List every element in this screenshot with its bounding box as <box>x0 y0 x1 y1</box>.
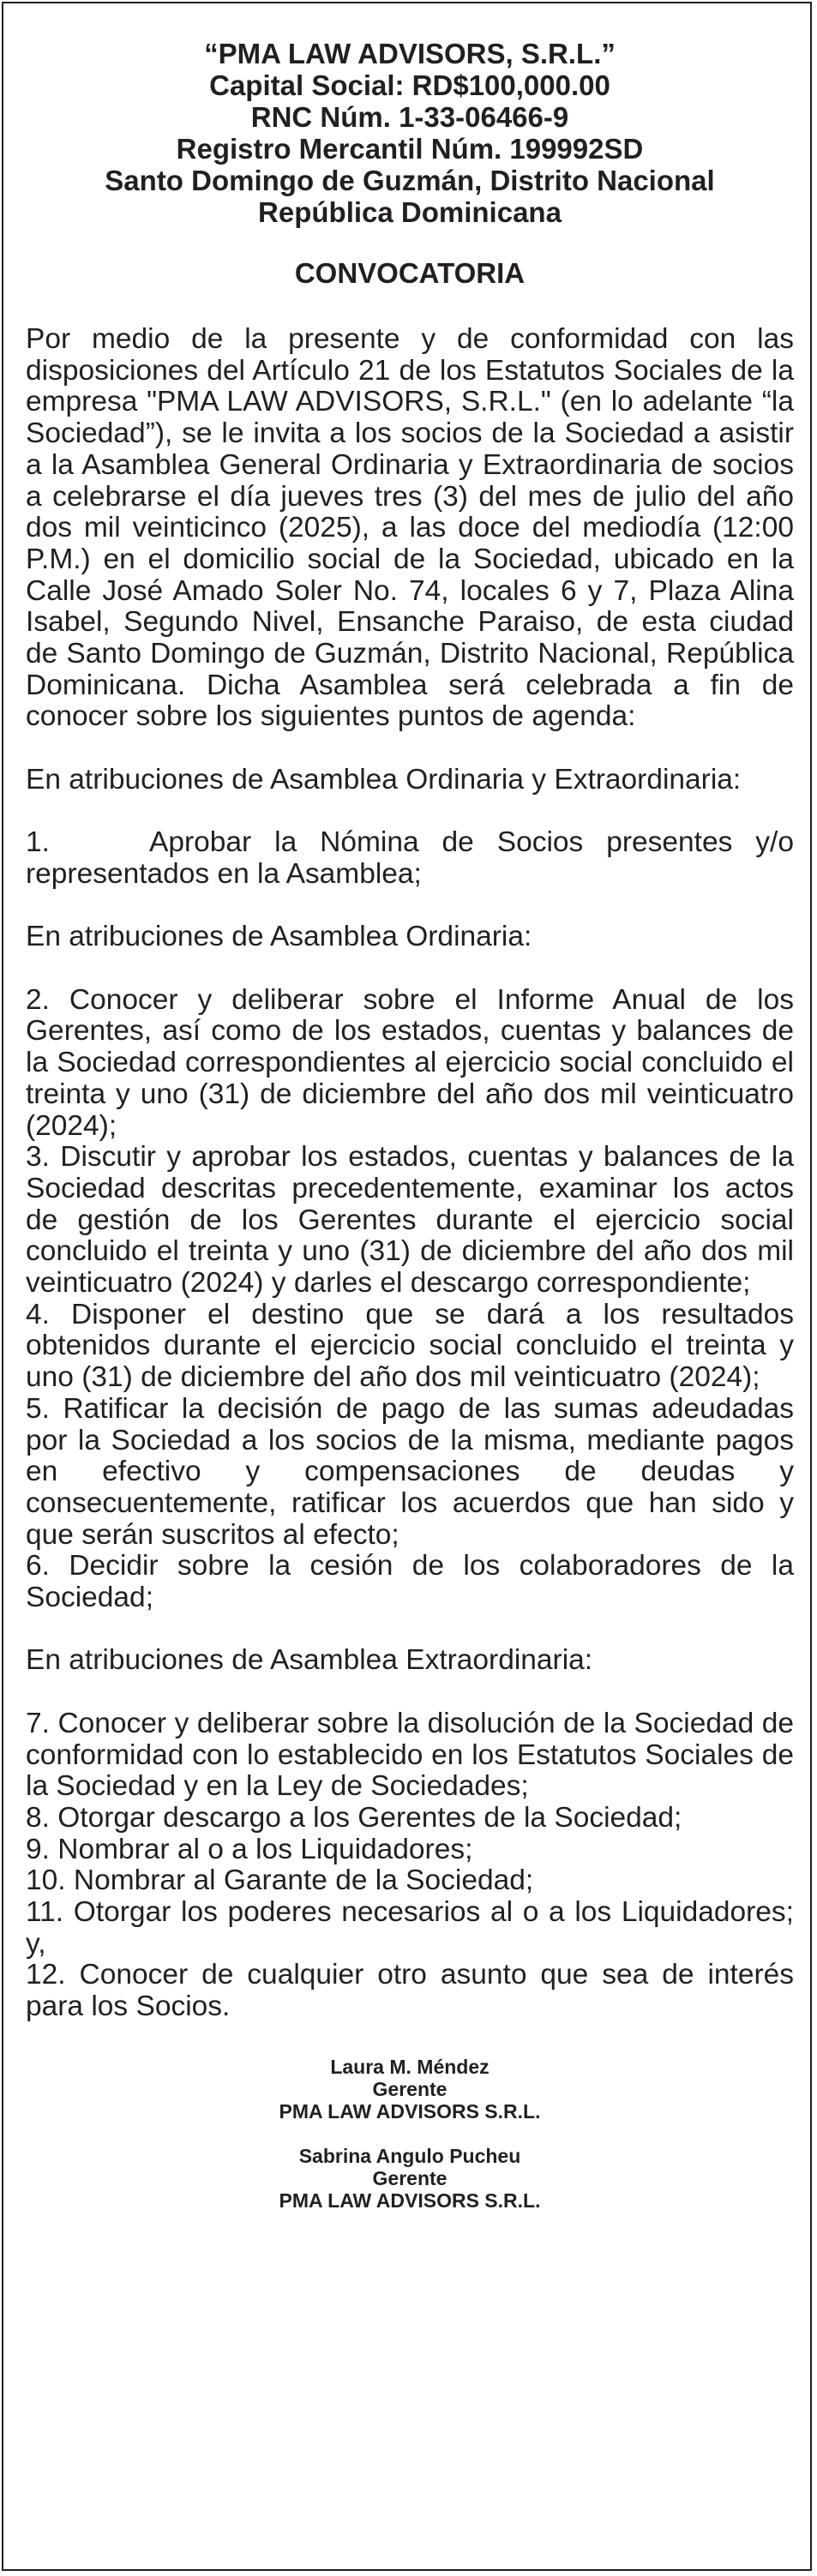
company-name: “PMA LAW ADVISORS, S.R.L.” <box>204 38 616 69</box>
agenda-item: 6. Decidir sobre la cesión de los colaboradores de la Sociedad; <box>26 1550 794 1614</box>
agenda-item: 11. Otorgar los poderes necesarios al o a los Liquidadores; y, <box>26 1896 794 1960</box>
agenda-item: 9. Nombrar al o a los Liquidadores; <box>26 1833 473 1865</box>
agenda-item-1 <box>26 827 794 890</box>
notice-frame <box>2 2 812 2571</box>
spacer <box>26 796 794 828</box>
company-header <box>26 38 794 228</box>
signature-section <box>26 2056 794 2212</box>
signer-company: PMA LAW ADVISORS S.R.L. <box>279 2099 541 2123</box>
signer-role: Gerente <box>372 2077 448 2100</box>
signer-name: Sabrina Angulo Pucheu <box>298 2144 521 2167</box>
agenda-item-1-number: 1. <box>26 826 50 859</box>
agenda-item: 12. Conocer de cualquier otro asunto que sea de interés para los Socios. <box>26 1959 794 2023</box>
signature-block <box>26 2056 794 2123</box>
spacer <box>26 953 794 985</box>
signer-role: Gerente <box>372 2166 448 2189</box>
signer-name: Laura M. Méndez <box>330 2055 490 2078</box>
agenda-item: 10. Nombrar al Garante de la Sociedad; <box>26 1864 534 1897</box>
agenda-item-1-text: Aprobar la Nómina de Socios presentes y/o representados en la Asamblea; <box>26 826 794 890</box>
rnc-number: RNC Núm. 1-33-06466-9 <box>250 101 569 133</box>
agenda-item: 5. Ratificar la decisión de pago de las sumas adeudadas por la Sociedad a los socios de la misma, mediante pagos en efectivo y compensaciones de deudas y consecuentemente, ratificar los acuerdos que han sido y que serán suscritos al efecto; <box>26 1392 794 1551</box>
agenda-item: 8. Otorgar descargo a los Gerentes de la Sociedad; <box>26 1801 682 1834</box>
signer-company: PMA LAW ADVISORS S.R.L. <box>279 2189 541 2212</box>
intro-paragraph: Por medio de la presente y de conformidad con las disposiciones del Artículo 21 de los Estatutos Sociales de la empresa "PMA LAW ADVISORS, S.R.L." (en lo adelante “la Sociedad”), se le invita a los socios de la Sociedad a asistir a la Asamblea General Ordinaria y Extraordinaria de socios a celebrarse el día jueves tres (3) del mes de julio del año dos mil veinticinco (2025), a las doce del mediodía (12:00 P.M.) en el domicilio social de la Sociedad, ubicado en la Calle José Amado Soler No. 74, locales 6 y 7, Plaza Alina Isabel, Segundo Nivel, Ensanche Paraiso, de esta ciudad de Santo Domingo de Guzmán, Distrito Nacional, República Dominicana. Dicha Asamblea será celebrada a fin de conocer sobre los siguientes puntos de agenda: <box>26 323 794 733</box>
city-line: Santo Domingo de Guzmán, Distrito Nacional <box>105 165 715 196</box>
agenda-item: 3. Discutir y aprobar los estados, cuentas y balances de la Sociedad descritas precedentemente, examinar los actos de gestión de los Gerentes durante el ejercicio social concluido el treinta y uno (31) de diciembre del año dos mil veinticuatro (2024) y darles el descargo correspondiente; <box>26 1141 794 1300</box>
country-line: República Dominicana <box>258 196 562 228</box>
section-heading-extraordinary: En atribuciones de Asamblea Extraordinaria: <box>26 1644 593 1677</box>
registro-mercantil: Registro Mercantil Núm. 199992SD <box>176 133 644 165</box>
signature-block <box>26 2145 794 2212</box>
notice-body <box>26 324 794 2023</box>
agenda-item: 4. Disponer el destino que se dará a los resultados obtenidos durante el ejercicio social concluido el treinta y uno (31) de diciembre del año dos mil veinticuatro (2024); <box>26 1298 794 1394</box>
section-heading-mixed: En atribuciones de Asamblea Ordinaria y Extraordinaria: <box>26 763 742 796</box>
spacer <box>26 733 794 765</box>
notice-content <box>26 38 794 2234</box>
agenda-item: 2. Conocer y deliberar sobre el Informe Anual de los Gerentes, así como de los estados, cuentas y balances de la Sociedad correspondientes al ejercicio social concluido el treinta y uno (31) de diciembre del año dos mil veinticuatro (2024); <box>26 983 794 1142</box>
spacer <box>26 1677 794 1708</box>
section-heading-ordinary: En atribuciones de Asamblea Ordinaria: <box>26 921 532 953</box>
notice-title: CONVOCATORIA <box>294 257 526 289</box>
spacer <box>26 891 794 922</box>
capital-social: Capital Social: RD$100,000.00 <box>209 69 610 101</box>
agenda-item: 7. Conocer y deliberar sobre la disolución de la Sociedad de conformidad con lo establecido en los Estatutos Sociales de la Sociedad y en la Ley de Sociedades; <box>26 1707 794 1803</box>
spacer <box>26 1614 794 1646</box>
